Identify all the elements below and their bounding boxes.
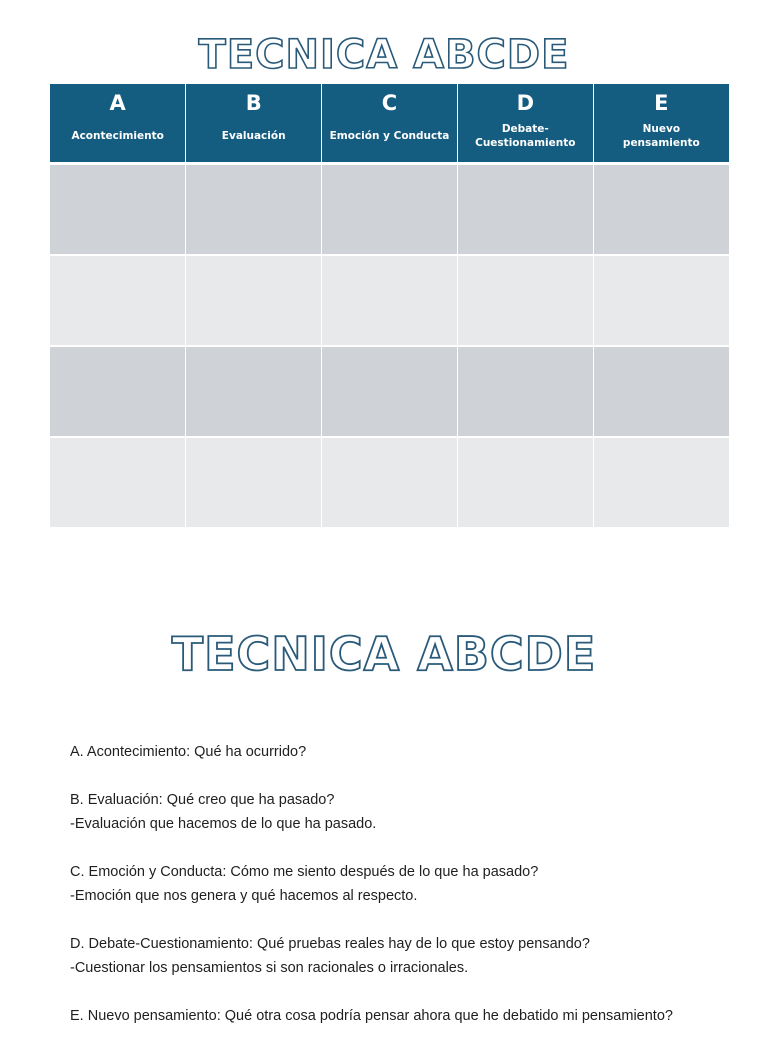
- table-cell[interactable]: [593, 346, 729, 437]
- description-heading: D. Debate-Cuestionamiento: Qué pruebas reales hay de lo que estoy pensando?: [70, 936, 590, 952]
- column-label: Emoción y Conducta: [329, 130, 450, 142]
- table-row: [50, 346, 729, 437]
- description-heading: A. Acontecimiento: Qué ha ocurrido?: [70, 744, 307, 760]
- section-title: TECNICA ABCDE: [171, 627, 597, 681]
- table-cell[interactable]: [50, 164, 186, 256]
- table-cell[interactable]: [322, 164, 458, 256]
- column-label: Debate- Cuestionamiento: [475, 123, 576, 149]
- list-item: [70, 740, 750, 764]
- table-cell[interactable]: [50, 437, 186, 527]
- table-cell[interactable]: [50, 346, 186, 437]
- column-header-c: [322, 84, 458, 164]
- column-label: Nuevo pensamiento: [622, 123, 700, 149]
- column-letter: D: [516, 91, 534, 115]
- table-header-row: [50, 84, 729, 164]
- table-cell[interactable]: [593, 437, 729, 527]
- list-item: [70, 788, 750, 836]
- column-header-e: [593, 84, 729, 164]
- column-header-b: [186, 84, 322, 164]
- column-label: Evaluación: [221, 130, 286, 142]
- column-header-d: [457, 84, 593, 164]
- table-cell[interactable]: [186, 255, 322, 346]
- table-cell[interactable]: [457, 255, 593, 346]
- table-cell[interactable]: [593, 255, 729, 346]
- table-cell[interactable]: [322, 255, 458, 346]
- description-heading: C. Emoción y Conducta: Cómo me siento después de lo que ha pasado?: [70, 864, 539, 880]
- table-row: [50, 255, 729, 346]
- table-cell[interactable]: [457, 164, 593, 256]
- table-row: [50, 164, 729, 256]
- table-cell[interactable]: [50, 255, 186, 346]
- page-title: TECNICA ABCDE: [198, 32, 570, 78]
- column-letter: B: [245, 91, 262, 115]
- list-item: [70, 860, 750, 908]
- description-heading: B. Evaluación: Qué creo que ha pasado?: [70, 792, 335, 808]
- description-detail: -Cuestionar los pensamientos si son racionales o irracionales.: [70, 960, 469, 976]
- table-cell[interactable]: [322, 346, 458, 437]
- table-cell[interactable]: [593, 164, 729, 256]
- table-cell[interactable]: [186, 346, 322, 437]
- description-list: [70, 740, 750, 1052]
- list-item: [70, 1004, 750, 1028]
- description-detail: -Emoción que nos genera y qué hacemos al respecto.: [70, 888, 418, 904]
- column-letter: A: [109, 91, 126, 115]
- table-cell[interactable]: [186, 437, 322, 527]
- table-cell[interactable]: [322, 437, 458, 527]
- column-header-a: [50, 84, 186, 164]
- table-cell[interactable]: [457, 437, 593, 527]
- table-row: [50, 437, 729, 527]
- table-cell[interactable]: [457, 346, 593, 437]
- table-cell[interactable]: [186, 164, 322, 256]
- column-label: Acontecimiento: [71, 130, 164, 142]
- list-item: [70, 932, 750, 980]
- column-letter: E: [654, 91, 669, 115]
- description-heading: E. Nuevo pensamiento: Qué otra cosa podría pensar ahora que he debatido mi pensamiento?: [70, 1008, 673, 1024]
- description-detail: -Evaluación que hacemos de lo que ha pasado.: [70, 816, 377, 832]
- abcde-table: [50, 84, 729, 527]
- column-letter: C: [381, 91, 398, 115]
